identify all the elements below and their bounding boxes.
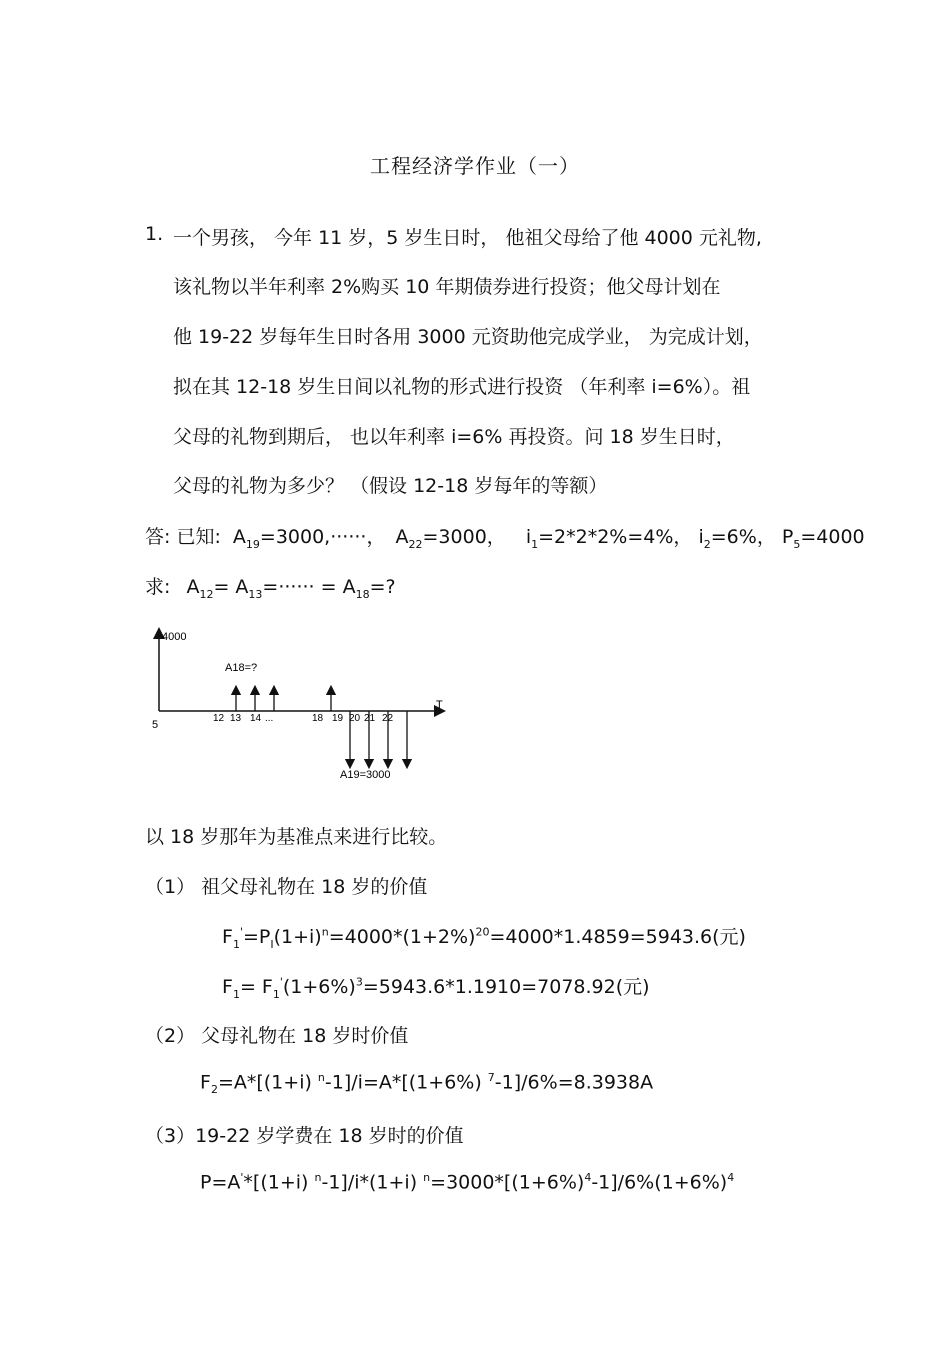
tick-22: 22 — [382, 713, 394, 724]
known-a19: $A_{19}=3000,\cdot\cdot\cdot\cdot\cdot\cdot$， — [232, 526, 386, 551]
tick-18: 18 — [312, 713, 324, 724]
tick-12: 12 — [213, 713, 225, 724]
top-value-label: 4000 — [162, 631, 187, 643]
problem-line-3: 他 19-22 岁每年生日时各用 3000 元资助他完成学业， 为完成计划， — [173, 326, 763, 348]
tick-ellipsis: ... — [265, 713, 274, 724]
find-expression: $A_{12}= A_{13}=\cdot\cdot\cdot\cdot\cdot\cdot = A_{18}=$? — [186, 576, 396, 601]
known-label: 已知: — [176, 526, 221, 548]
known-p5: $P_5=4000$ — [781, 526, 865, 551]
section-3-heading: （3）19-22 岁学费在 18 岁时的价值 — [145, 1125, 464, 1147]
axis-label-t: T — [436, 699, 443, 711]
section-1-equation-1: $F_1'=P_I(1+i)^n=4000*(1+2\%)^{20}=4000*1.4859=5943.6$(元) — [222, 925, 746, 951]
known-i2: $i_2=6\%$， — [698, 526, 776, 551]
problem-line-6: 父母的礼物为多少？ （假设 12-18 岁每年的等额） — [173, 475, 608, 497]
page-title: 工程经济学作业（一） — [370, 154, 580, 178]
problem-line-4: 拟在其 12-18 岁生日间以礼物的形式进行投资 （年利率 i=6%）。祖 — [173, 376, 751, 398]
tick-14: 14 — [250, 713, 262, 724]
tick-13: 13 — [230, 713, 242, 724]
start-year-label: 5 — [152, 719, 159, 731]
a19-label: A19=3000 — [340, 769, 391, 781]
problem-line-1: 一个男孩， 今年 11 岁，5 岁生日时， 他祖父母给了他 4000 元礼物, — [173, 227, 762, 249]
tick-19: 19 — [332, 713, 344, 724]
a18-label: A18=? — [225, 662, 258, 674]
section-1-equation-2: $F_1= F_1'(1+6\%)^3=5943.6*1.1910=7078.92$(元) — [222, 975, 650, 1001]
find-label: 求: — [145, 576, 171, 598]
tick-20: 20 — [349, 713, 361, 724]
section-1-heading: （1） 祖父母礼物在 18 岁的价值 — [145, 876, 428, 898]
answer-label: 答: — [145, 526, 171, 548]
section-3-equation: P=A'*[(1+i) $^n$-1]/i*(1+i) $^n=3000*[(1+6\%)^4-1]/6\%(1+6\%)^4$ — [200, 1171, 735, 1194]
section-2-heading: （2） 父母礼物在 18 岁时价值 — [145, 1025, 409, 1047]
tick-21: 21 — [364, 713, 376, 724]
problem-line-2: 该礼物以半年利率 2%购买 10 年期债券进行投资；他父母计划在 — [173, 276, 721, 298]
problem-line-5: 父母的礼物到期后， 也以年利率 i=6% 再投资。问 18 岁生日时， — [173, 426, 735, 448]
section-2-equation: $F_2=A*[(1+i)$ $^n$-1]/i=A*[(1+6%) $^7$-1]/6%=8.3938A — [200, 1071, 654, 1097]
intro-text: 以 18 岁那年为基准点来进行比较。 — [145, 826, 448, 848]
known-i1: $i_1=2*2*2\%=4\%$， — [525, 526, 693, 551]
known-a22: $A_{22}=3000$， — [395, 526, 506, 551]
problem-number: 1. — [145, 223, 164, 245]
